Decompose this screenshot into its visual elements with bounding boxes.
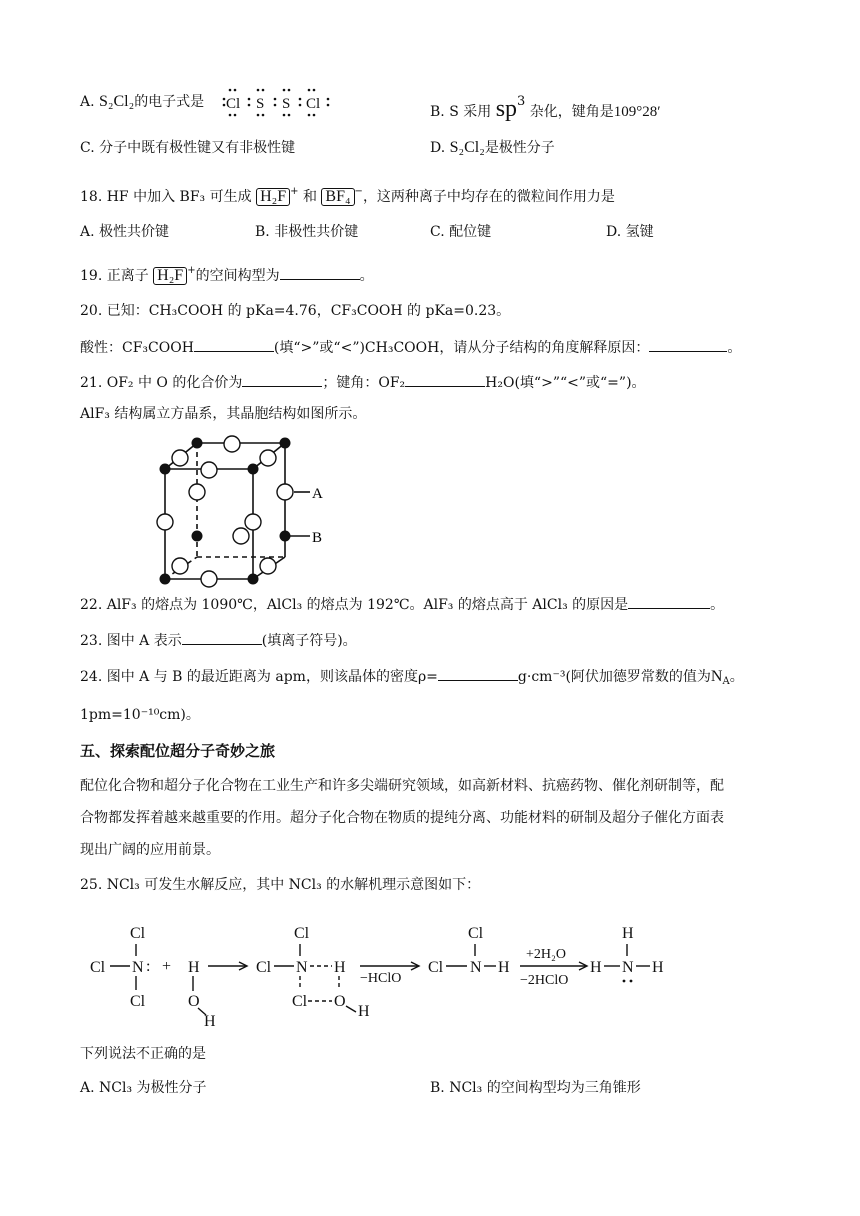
svg-text::: : xyxy=(146,958,151,975)
q23: 23. 图中 A 表示 (填离子符号)。 xyxy=(80,630,357,651)
svg-text:H: H xyxy=(622,925,634,942)
svg-text:N: N xyxy=(296,959,308,976)
q25-option-b: B. NCl₃ 的空间构型均为三角锥形 xyxy=(430,1080,641,1096)
alf3-intro: AlF₃ 结构属立方晶系，其晶胞结构如图所示。 xyxy=(80,406,367,422)
q21-blank-1[interactable] xyxy=(242,372,322,387)
q25-option-a: A. NCl₃ 为极性分子 xyxy=(80,1080,207,1096)
svg-text:H: H xyxy=(334,959,346,976)
al-ion xyxy=(160,464,171,475)
q24-line1: 24. 图中 A 与 B 的最近距离为 apm，则该晶体的密度ρ= g·cm⁻³(阿伏加德罗常数的值为$N_A$。 xyxy=(80,668,744,687)
al-ion xyxy=(160,574,171,585)
lewis-structure xyxy=(222,84,334,120)
q25-prompt: 下列说法不正确的是 xyxy=(80,1046,206,1062)
alf3-unit-cell-diagram xyxy=(76,434,323,582)
al-ion xyxy=(192,438,203,449)
q17-option-d: D. S₂Cl₂是极性分子 xyxy=(430,139,555,156)
svg-text:H: H xyxy=(204,1013,216,1030)
f-ion xyxy=(189,484,205,500)
q23-blank[interactable] xyxy=(182,630,262,645)
q20-line1: 20. 已知：CH₃COOH 的 pKa=4.76，CF₃COOH 的 pKa=0.23。 xyxy=(80,303,511,319)
section-title: 五、探索配位超分子奇妙之旅 xyxy=(80,742,276,760)
svg-text:Cl: Cl xyxy=(292,993,308,1010)
svg-text:O: O xyxy=(188,993,200,1010)
svg-text:Cl: Cl xyxy=(256,959,272,976)
svg-text:N: N xyxy=(470,959,482,976)
svg-text:N: N xyxy=(132,959,144,976)
lewis-atom-s-2: S xyxy=(282,96,291,112)
q22-blank[interactable] xyxy=(628,594,710,609)
section-paragraph-line: 配位化合物和超分子化合物在工业生产和许多尖端研究领域，如高新材料、抗癌药物、催化剂研制等，配 xyxy=(80,778,724,794)
f-ion xyxy=(233,528,249,544)
lewis-atom-cl-1: Cl xyxy=(226,96,241,112)
f-ion xyxy=(201,571,217,587)
q20-blank-2[interactable] xyxy=(649,337,727,352)
al-ion xyxy=(192,531,203,542)
svg-text:H: H xyxy=(358,1003,370,1020)
svg-text:Cl: Cl xyxy=(294,925,310,942)
f-ion xyxy=(260,558,276,574)
f-ion xyxy=(224,436,240,452)
q24-line2: 1pm=10⁻¹⁰cm)。 xyxy=(80,707,200,723)
f-ion xyxy=(277,484,293,500)
q17-option-a: A. S₂Cl₂的电子式是 xyxy=(80,93,205,110)
q17-a-formula: S₂Cl₂ xyxy=(99,93,135,110)
q18-stem: 18. HF 中加入 BF₃ 可生成 H₂F + 和 BF₄ −，这两种离子中均存在的微粒间作用力是 xyxy=(80,186,615,205)
svg-text:N: N xyxy=(622,959,634,976)
svg-text:O: O xyxy=(334,993,346,1010)
q21: 21. OF₂ 中 O 的化合价为 ；键角：OF₂ H₂O(填“>”“<”或“=”)。 xyxy=(80,372,646,393)
svg-text:Cl: Cl xyxy=(428,959,444,976)
q21-blank-2[interactable] xyxy=(405,372,485,387)
f-ion xyxy=(245,514,261,530)
lewis-atom-cl-2: Cl xyxy=(306,96,321,112)
f-ion xyxy=(260,450,276,466)
f-ion xyxy=(172,450,188,466)
q18-option-c: C. 配位键 xyxy=(430,224,492,240)
svg-text:+2H₂O: +2H₂O xyxy=(526,947,566,962)
svg-text:−2HClO: −2HClO xyxy=(520,973,569,988)
al-ion xyxy=(280,531,291,542)
f-ion xyxy=(172,558,188,574)
al-ion xyxy=(248,464,259,475)
q18-option-a: A. 极性共价键 xyxy=(80,224,170,240)
q18-option-d: D. 氢键 xyxy=(606,224,654,240)
section-paragraph-line: 现出广阔的应用前景。 xyxy=(80,842,220,858)
q17-option-c: C. 分子中既有极性键又有非极性键 xyxy=(80,140,296,156)
svg-text:+: + xyxy=(162,958,172,975)
q20-blank-1[interactable] xyxy=(194,337,274,352)
svg-text:Cl: Cl xyxy=(130,993,146,1010)
q22: 22. AlF₃ 的熔点为 1090℃，AlCl₃ 的熔点为 192℃。AlF₃ 的熔点高于 AlCl₃ 的原因是 。 xyxy=(80,594,724,615)
q19-blank[interactable] xyxy=(280,265,360,280)
f-ion xyxy=(201,462,217,478)
q18-option-b: B. 非极性共价键 xyxy=(255,224,359,240)
svg-text:Cl: Cl xyxy=(468,925,484,942)
q19: 19. 正离子 H₂F +的空间构型为 。 xyxy=(80,265,374,284)
q17-option-b: B. S 采用 sp3 杂化，键角是109°28′ xyxy=(430,94,661,122)
f-ion xyxy=(157,514,173,530)
label-b: B xyxy=(312,530,323,546)
q24-blank[interactable] xyxy=(438,666,518,681)
svg-text:H: H xyxy=(652,959,664,976)
svg-text:−HClO: −HClO xyxy=(360,971,402,986)
label-a: A xyxy=(312,486,323,502)
lewis-atom-s-1: S xyxy=(256,96,265,112)
al-ion xyxy=(280,438,291,449)
svg-text:Cl: Cl xyxy=(90,959,106,976)
svg-text:Cl: Cl xyxy=(130,925,146,942)
q20-line2: 酸性：CF₃COOH (填“>”或“<”)CH₃COOH，请从分子结构的角度解释原因： 。 xyxy=(80,337,741,358)
q25-stem: 25. NCl₃ 可发生水解反应，其中 NCl₃ 的水解机理示意图如下： xyxy=(80,877,481,893)
svg-text:H: H xyxy=(188,959,200,976)
section-paragraph-line: 合物都发挥着越来越重要的作用。超分子化合物在物质的提纯分离、功能材料的研制及超分子催化方面表 xyxy=(80,810,724,826)
ncl3-hydrolysis-mechanism xyxy=(86,916,686,1028)
al-ion xyxy=(248,574,259,585)
svg-text:H: H xyxy=(590,959,602,976)
svg-text:H: H xyxy=(498,959,510,976)
